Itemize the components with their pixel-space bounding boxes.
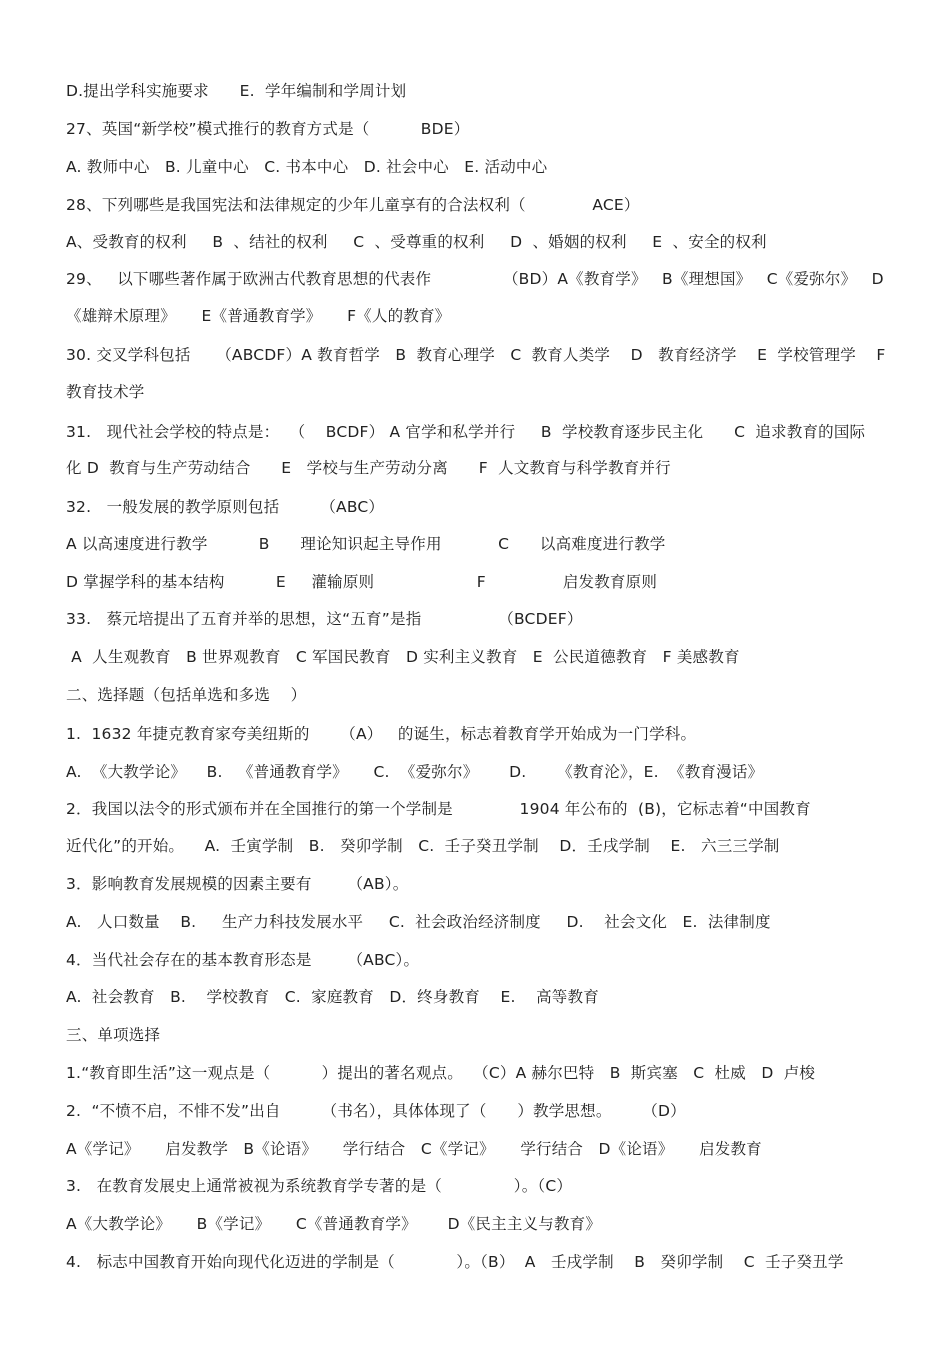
section3-question-1: 1.“教育即生活”这一观点是（ ）提出的著名观点。 （C）A 赫尔巴特 B 斯宾塞 C 杜威 D 卢梭 [66,1064,816,1082]
text-line: D.提出学科实施要求 E. 学年编制和学周计划 [66,82,407,100]
section-heading-2: 二、选择题（包括单选和多选 ） [66,686,307,704]
question-32-options-a: A 以高速度进行教学 B 理论知识起主导作用 C 以高难度进行教学 [66,535,666,553]
section2-question-4-options: A. 社会教育 B. 学校教育 C. 家庭教育 D．终身教育 E. 高等教育 [66,988,599,1006]
question-29-continued: 《雄辩术原理》 E《普通教育学》 F《人的教育》 [66,307,451,325]
section2-question-3: 3．影响教育发展规模的因素主要有 （AB）。 [66,875,409,893]
section2-question-2: 2．我国以法令的形式颁布并在全国推行的第一个学制是 1904 年公布的 (B)，它标志着“中国教育 [66,800,811,818]
section2-question-1-options: A. 《大教学论》 B. 《普通教育学》 C. 《爱弥尔》 D. 《教育沦》，E. 《教育漫话》 [66,763,764,781]
question-31-continued: 化 D 教育与生产劳动结合 E 学校与生产劳动分离 F 人文教育与科学教育并行 [66,459,671,477]
question-28: 28、下列哪些是我国宪法和法律规定的少年儿童享有的合法权利（ ACE） [66,196,640,214]
question-27: 27、英国“新学校”模式推行的教育方式是（ BDE） [66,120,470,138]
section2-question-4: 4．当代社会存在的基本教育形态是 （ABC）。 [66,951,420,969]
question-31: 31. 现代社会学校的特点是： （ BCDF） A 官学和私学并行 B 学校教育逐步民主化 C 追求教育的国际 [66,423,866,441]
section3-question-2-options: A《学记》 启发教学 B《论语》 学行结合 C《学记》 学行结合 D《论语》 启发教育 [66,1140,762,1158]
section2-question-2-continued: 近代化”的开始。 A. 壬寅学制 B. 癸卯学制 C. 壬子癸丑学制 D．壬戌学制 E. 六三三学制 [66,837,780,855]
section2-question-1: 1. 1632 年捷克教育家夸美纽斯的 （A） 的诞生，标志着教育学开始成为一门学科。 [66,725,697,743]
question-29: 29、 以下哪些著作属于欧洲古代教育思想的代表作 （BD）A《教育学》 B《理想国》 C《爱弥尔》 D [66,270,884,288]
section2-question-3-options: A. 人口数量 B. 生产力科技发展水平 C. 社会政治经济制度 D. 社会文化 E. 法律制度 [66,913,771,931]
question-32-options-b: D 掌握学科的基本结构 E 灌输原则 F 启发教育原则 [66,573,658,591]
section3-question-3: 3. 在教育发展史上通常被视为系统教育学专著的是（ ）。（C） [66,1177,573,1195]
question-33: 33. 蔡元培提出了五育并举的思想，这“五育”是指 （BCDEF） [66,610,583,628]
section-heading-3: 三、单项选择 [66,1026,161,1044]
question-32: 32. 一般发展的教学原则包括 （ABC） [66,498,385,516]
section3-question-2: 2. “不愤不启，不悱不发”出自 （书名），具体体现了（ ）教学思想。 （D） [66,1102,686,1120]
section3-question-4: 4. 标志中国教育开始向现代化迈进的学制是（ ）。（B） A 壬戌学制 B 癸卯学制 C 壬子癸丑学 [66,1253,844,1271]
question-28-options: A、受教育的权利 B 、结社的权利 C 、受尊重的权利 D 、婚姻的权利 E 、安全的权利 [66,233,767,251]
section3-question-3-options: A《大教学论》 B《学记》 C《普通教育学》 D《民主主义与教育》 [66,1215,602,1233]
question-30-continued: 教育技术学 [66,383,145,401]
question-30: 30. 交叉学科包括 （ABCDF）A 教育哲学 B 教育心理学 C 教育人类学 D 教育经济学 E 学校管理学 F [66,346,886,364]
question-33-options: A 人生观教育 B 世界观教育 C 军国民教育 D 实利主义教育 E 公民道德教育 F 美感教育 [66,648,740,666]
question-27-options: A. 教师中心 B. 儿童中心 C. 书本中心 D. 社会中心 E. 活动中心 [66,158,548,176]
